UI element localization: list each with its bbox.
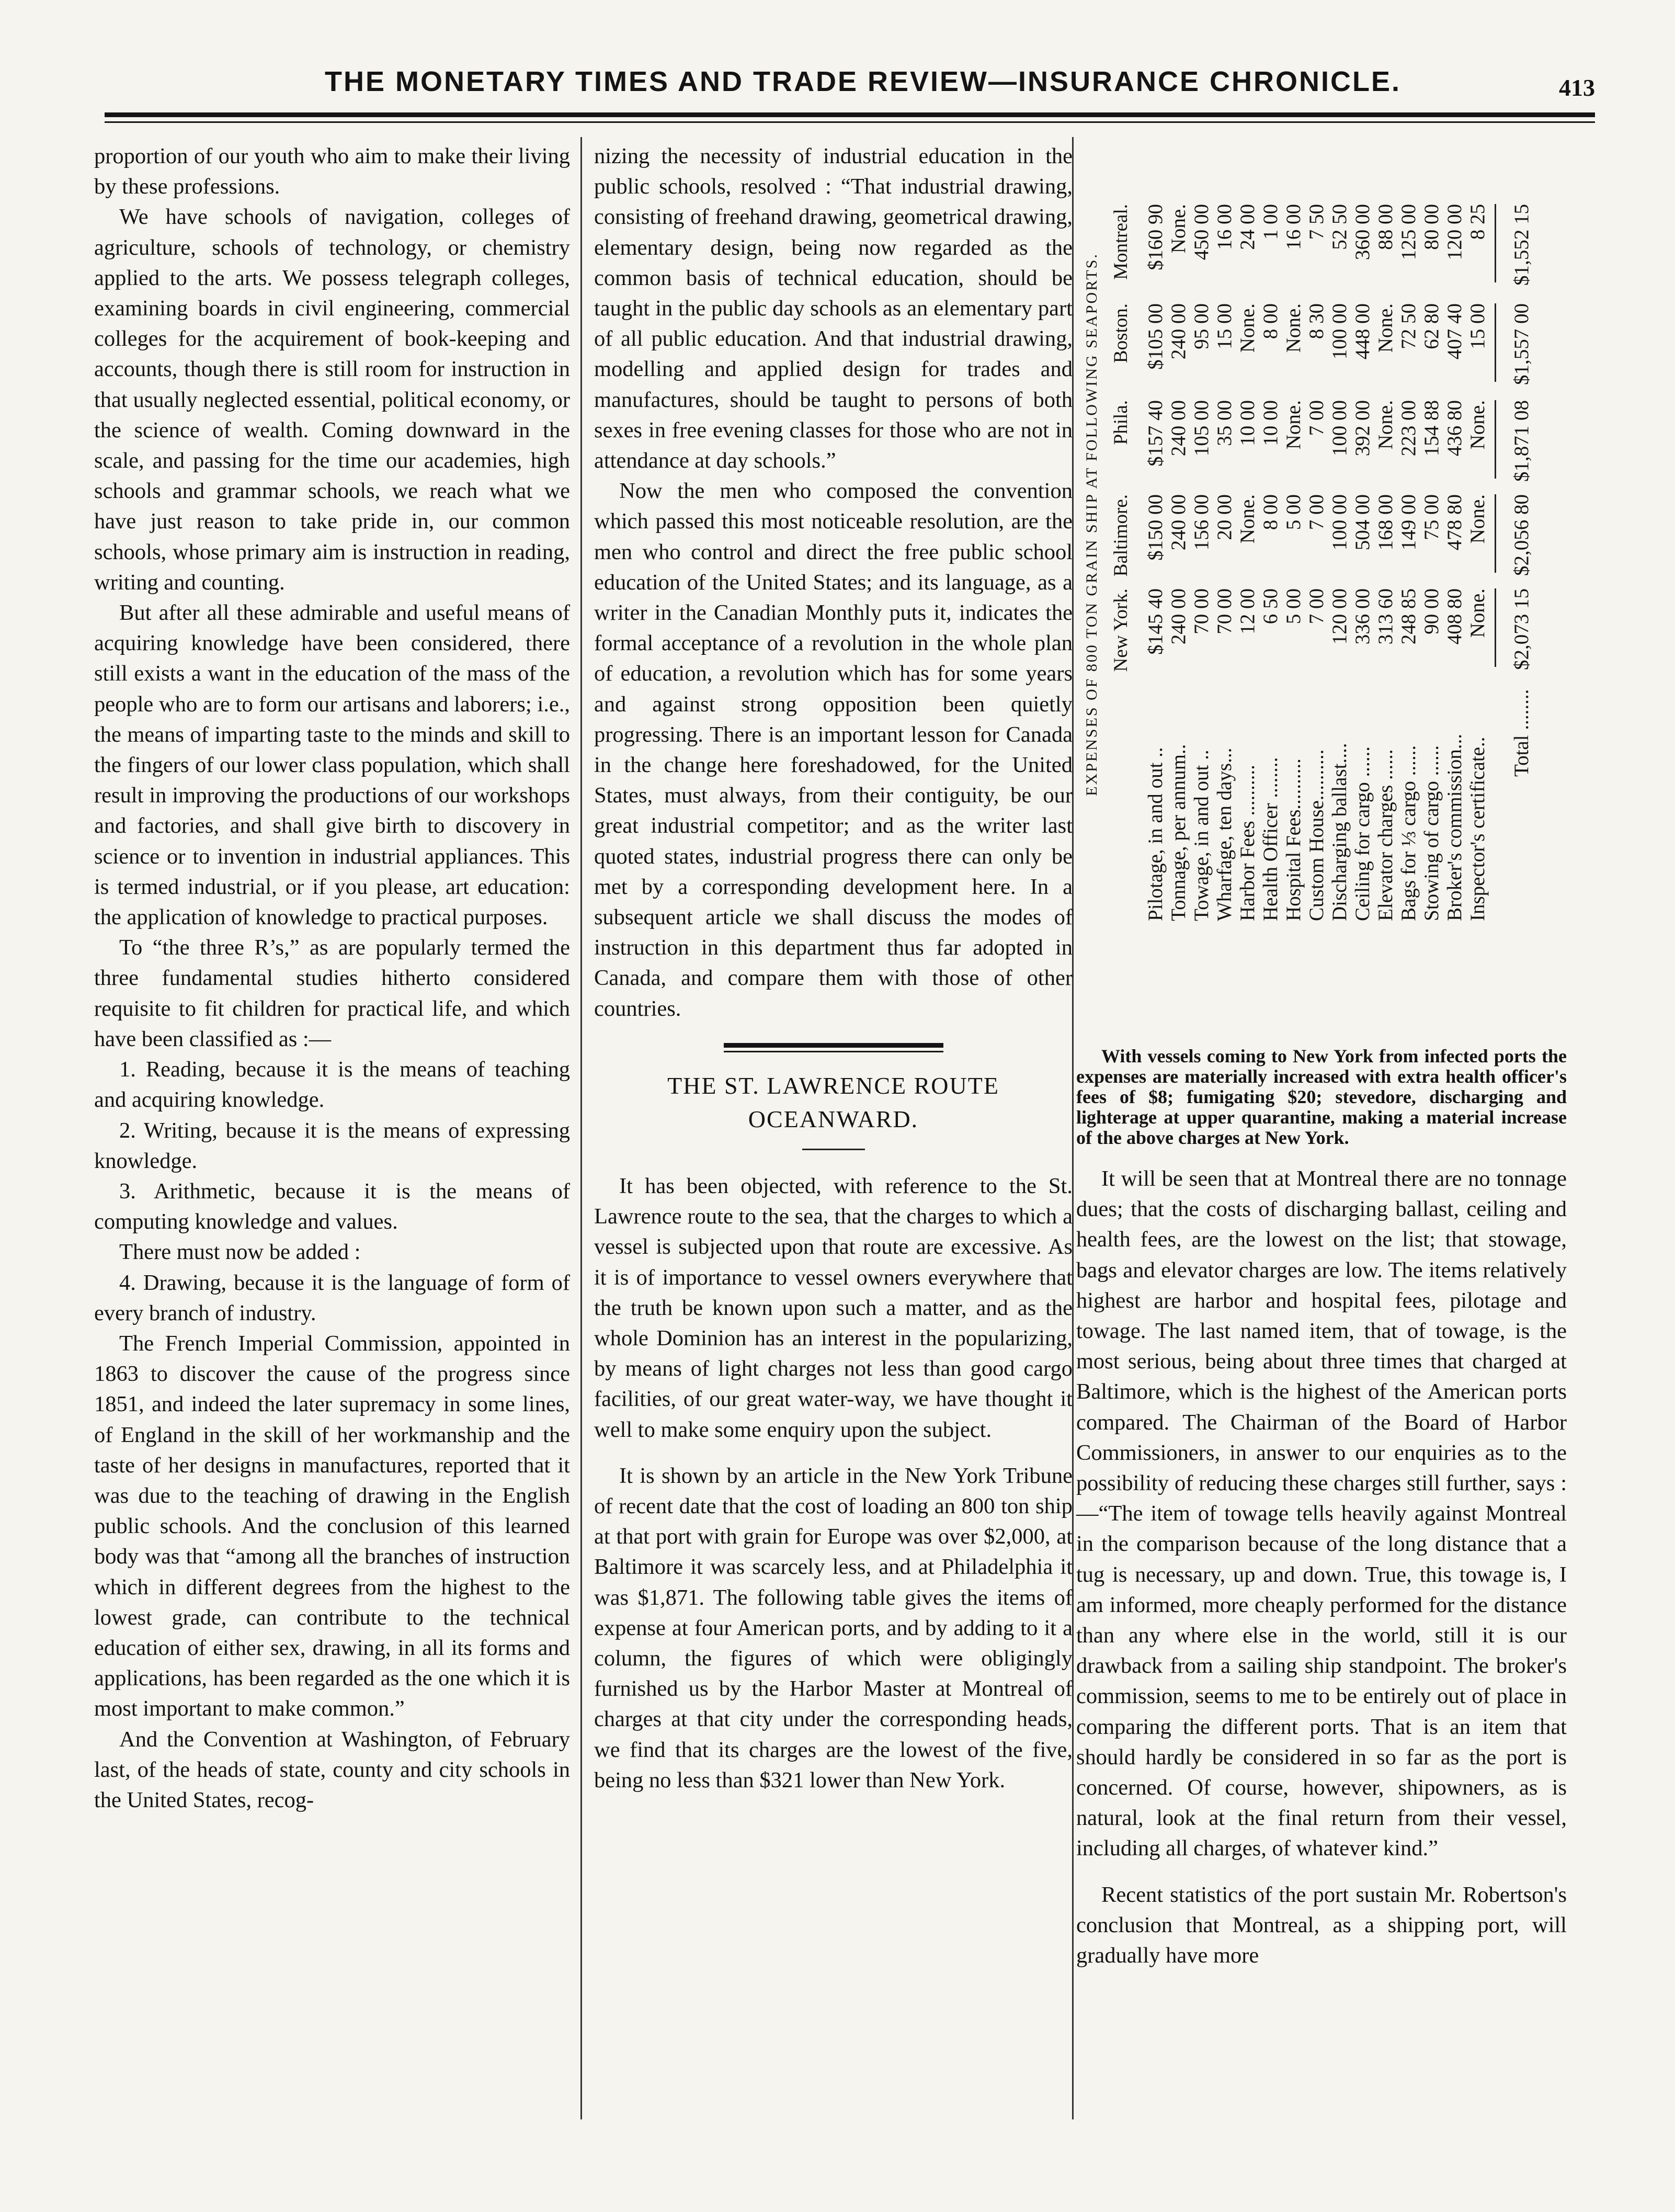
expenses-table: [1078, 126, 1570, 923]
header-rule-thick: [105, 112, 1595, 117]
total-rule: [1495, 400, 1496, 479]
table-cell: 90 00: [1420, 588, 1443, 634]
paragraph: It has been objected, with reference to the St. Lawrence route to the sea, that the charges to which a vessel is subjected upon that route are excessive. As it is of importance to vessel owners everywhere that the truth be known upon such a matter, and as the whole Dominion has an interest in the popularizing, by means of light charges not less than good cargo facilities, of our great water-way, we have thought it well to make some enquiry upon the subject.: [594, 1173, 1073, 1442]
total-rule: [1495, 204, 1496, 282]
table-cell: $105 00: [1144, 303, 1167, 370]
paragraph: And the Convention at Washington, of February last, of the heads of state, county and city schools in the United States, recog-: [94, 1727, 570, 1812]
total-cell: $2,073 15: [1510, 588, 1533, 670]
list-item: 4. Drawing, because it is the language of form of every branch of industry.: [94, 1270, 570, 1325]
table-cell: 408 80: [1443, 588, 1466, 645]
table-cell: $157 40: [1144, 400, 1167, 467]
table-cell: 168 00: [1374, 494, 1397, 551]
list-item: 2. Writing, because it is the means of expressing knowledge.: [94, 1118, 570, 1173]
table-cell: 8 25: [1466, 204, 1489, 240]
table-cell: 407 40: [1443, 303, 1466, 360]
table-cell: 10 00: [1259, 400, 1282, 446]
table-cell: 248 85: [1397, 588, 1420, 645]
paragraph: There must now be added :: [119, 1240, 361, 1265]
table-cell: 154 88: [1420, 400, 1443, 457]
row-label: Tonnage, per annum..: [1167, 744, 1190, 921]
total-cell: $1,871 08: [1510, 400, 1533, 482]
total-rule: [1495, 588, 1496, 667]
column-1: [94, 141, 570, 1816]
table-cell: 62 80: [1420, 303, 1443, 349]
table-cell: 16 00: [1213, 204, 1236, 250]
column-3: [1076, 1046, 1567, 1971]
paragraph: Now the men who composed the convention which passed this most noticeable resolution, are the men who control and direct the free public school education of the United States; and its language, as a writer in the Canadian Monthly puts it, indicates the formal acceptance of a revolution in the whole plan of education, a revolution which has for some years and against strong opposition been quietly progressing. There is an important lesson for Canada in the change here foreshadowed, for the United States, must always, from their contiguity, be our great industrial competitor; and as the writer last quoted states, industrial progress there can only be met by a corresponding development here. In a subsequent article we shall discuss the modes of instruction in this department thus far adopted in Canada, and compare them with those of other countries.: [594, 479, 1073, 1021]
list-item: 1. Reading, because it is the means of teaching and acquiring knowledge.: [94, 1057, 570, 1113]
table-cell: 10 00: [1236, 400, 1259, 446]
column-header: Montreal.: [1110, 204, 1132, 280]
paragraph: nizing the necessity of industrial education in the public schools, resolved : “That industrial drawing, consisting of freehand drawing, geometrical drawing, elementary design, being now regarded as the common basis of technical education, should be taught in the public day schools as an elementary part of all public education. And that industrial drawing, modelling and applied design for trades and manufactures, should be taught to persons of both sexes in free evening classes for those who are not in attendance at day schools.”: [594, 144, 1073, 473]
table-cell: None.: [1466, 494, 1489, 544]
expenses-table-rotated: [1078, 126, 1570, 923]
column-2: [594, 141, 1073, 1796]
table-cell: 360 00: [1351, 204, 1374, 260]
list-item: 3. Arithmetic, because it is the means of computing knowledge and values.: [94, 1178, 570, 1234]
section-divider: [724, 1043, 943, 1052]
paragraph: But after all these admirable and useful means of acquiring knowledge have been considered, there still exists a want in the education of the mass of the people who are to form our artisans and laborers; i.e., the means of imparting taste to the minds and skill to the fingers of our lower class population, which shall result in improving the productions of our workshops and factories, and shall give birth to discovery in science or to invention in industrial appliances. This is termed industrial, or if you please, art education: the application of knowledge to practical purposes.: [94, 600, 570, 930]
total-cell: $1,552 15: [1510, 204, 1533, 286]
column-header: Baltimore.: [1110, 494, 1132, 577]
table-caption: EXPENSES OF 800 TON GRAIN SHIP AT FOLLOWING SEAPORTS.: [1083, 253, 1100, 796]
row-label: Towage, in and out ..: [1190, 750, 1213, 921]
paragraph: We have schools of navigation, colleges of agriculture, schools of technology, or chemistry applied to the arts. We possess telegraph colleges, examining boards in civil engineering, commercial colleges for the acquirement of book-keeping and accounts, though there is still room for instruction in that usually neglected essential, political economy, or the science of wealth. Coming downward in the scale, and passing for the time our academies, high schools and grammar schools, we reach what we have just reason to take pride in, our common schools, whose primary aim is instruction in reading, writing and counting.: [94, 205, 570, 595]
column-header: Phila.: [1110, 400, 1132, 445]
paragraph: It will be seen that at Montreal there are no tonnage dues; that the costs of discharging ballast, ceiling and health fees, are the lowest on the list; that stowage, bags and elevator charges are low. The items relatively highest are harbor and hospital fees, pilotage and towage. The last named item, that of towage, is the most serious, being about three times that charged at Baltimore, which is the highest of the American ports compared. The Chairman of the Board of Harbor Commissioners, in answer to our enquiries as to the possibility of reducing these charges still further, says :—“The item of towage tells heavily against Montreal in the comparison because of the long distance that a tug is necessary, up and down. True, this towage is, I am informed, more cheaply performed for the distance than any where else in the world, still it is our drawback from a sailing ship standpoint. The broker's commission, seems to me to be entirely out of place in comparing the different ports. That is an item that should hardly be considered in so far as the port is concerned. Of course, however, shipowners, as is natural, look at the final return from their vessel, including all charges, of whatever kind.”: [1076, 1166, 1567, 1861]
column-header: Boston.: [1110, 303, 1132, 364]
table-cell: 120 00: [1443, 204, 1466, 260]
table-footnote: With vessels coming to New York from infected ports the expenses are materially increased with extra health officer's fees of $8; fumigating $20; stevedore, discharging and lighterage at upper quarantine, making a material increase of the above charges at New York.: [1076, 1046, 1567, 1148]
table-cell: None.: [1167, 204, 1190, 254]
page-header: [105, 60, 1595, 118]
table-cell: None.: [1282, 400, 1305, 450]
table-cell: 35 00: [1213, 400, 1236, 446]
table-cell: 336 00: [1351, 588, 1374, 645]
row-label: Elevator charges ......: [1374, 749, 1397, 921]
table-cell: 70 00: [1213, 588, 1236, 634]
table-cell: 15 00: [1466, 303, 1489, 349]
table-cell: 149 00: [1397, 494, 1420, 551]
total-cell: $2,056 80: [1510, 494, 1533, 576]
row-label: Ceiling for cargo ......: [1351, 746, 1374, 921]
table-cell: 156 00: [1190, 494, 1213, 551]
table-cell: 70 00: [1190, 588, 1213, 634]
table-cell: 448 00: [1351, 303, 1374, 360]
paragraph: It is shown by an article in the New York Tribune of recent date that the cost of loading an 800 ton ship at that port with grain for Europe was over $2,000, at Baltimore it was scarcely less, and at Philadelphia it was $1,871. The following table gives the items of expense at four American ports, and by adding to it a column, the figures of which were obligingly furnished us by the Harbor Master at Montreal of charges at that city under the corresponding heads, we find that its charges are the lowest of the five, being no less than $321 lower than New York.: [594, 1463, 1073, 1793]
table-cell: 16 00: [1282, 204, 1305, 250]
row-label: Pilotage, in and out ..: [1144, 747, 1167, 921]
table-cell: 240 00: [1167, 494, 1190, 551]
table-cell: 52 50: [1328, 204, 1351, 250]
table-cell: 100 00: [1328, 494, 1351, 551]
table-cell: 24 00: [1236, 204, 1259, 250]
table-cell: 105 00: [1190, 400, 1213, 457]
column-header: New York.: [1110, 588, 1132, 672]
table-cell: 72 50: [1397, 303, 1420, 349]
table-cell: 436 80: [1443, 400, 1466, 457]
table-cell: 223 00: [1397, 400, 1420, 457]
table-cell: 100 00: [1328, 303, 1351, 360]
table-cell: 240 00: [1167, 400, 1190, 457]
table-cell: 75 00: [1420, 494, 1443, 540]
table-cell: 88 00: [1374, 204, 1397, 250]
table-cell: 7 00: [1305, 494, 1328, 530]
table-cell: 6 50: [1259, 588, 1282, 625]
row-label: Discharging ballast....: [1328, 743, 1351, 921]
article-title-line: OCEANWARD.: [748, 1105, 919, 1132]
row-label: Hospital Fees..........: [1282, 758, 1305, 921]
column-divider-1: [580, 137, 582, 2119]
table-cell: $160 90: [1144, 204, 1167, 270]
table-cell: None.: [1374, 400, 1397, 450]
paragraph: To “the three R’s,” as are popularly termed the three fundamental studies hitherto considered requisite to fit children for practical life, and which have been classified as :—: [94, 935, 570, 1051]
table-cell: 313 60: [1374, 588, 1397, 645]
table-cell: 240 00: [1167, 588, 1190, 645]
table-cell: 95 00: [1190, 303, 1213, 349]
paragraph: The French Imperial Commission, appointed in 1863 to discover the cause of the progress since 1851, and indeed the later supremacy in some lines, of England in the skill of her workmanship and the taste of her designs in manufactures, reported that it was due to the teaching of drawing in the English public schools. And the conclusion of this learned body was that “among all the branches of instruction which in different degrees from the highest to the lowest grade, can contribute to the technical education of either sex, drawing, in all its forms and applications, has been regarded as the one which it is most important to make common.”: [94, 1331, 570, 1721]
table-cell: 125 00: [1397, 204, 1420, 260]
table-cell: None.: [1466, 400, 1489, 450]
table-cell: 100 00: [1328, 400, 1351, 457]
table-cell: None.: [1466, 588, 1489, 638]
header-rule-thin: [105, 121, 1595, 123]
table-cell: None.: [1374, 303, 1397, 353]
row-label: Health Officer ........: [1259, 757, 1282, 921]
paragraph: proportion of our youth who aim to make their living by these professions.: [94, 144, 570, 199]
table-cell: 450 00: [1190, 204, 1213, 260]
table-cell: None.: [1282, 303, 1305, 353]
page-number: 413: [1559, 74, 1595, 101]
row-label: Wharfage, ten days...: [1213, 747, 1236, 921]
table-cell: 5 00: [1282, 494, 1305, 530]
table-cell: 392 00: [1351, 400, 1374, 457]
table-cell: 8 00: [1259, 303, 1282, 339]
article-title-line: THE ST. LAWRENCE ROUTE: [667, 1072, 999, 1099]
table-cell: 7 00: [1305, 400, 1328, 436]
article-title: [594, 1069, 1073, 1136]
table-cell: 120 00: [1328, 588, 1351, 645]
table-cell: 15 00: [1213, 303, 1236, 349]
table-cell: None.: [1236, 303, 1259, 353]
row-label: Stowing of cargo ......: [1420, 745, 1443, 921]
table-cell: 20 00: [1213, 494, 1236, 540]
table-cell: 12 00: [1236, 588, 1259, 634]
total-rule: [1495, 494, 1496, 573]
paragraph: Recent statistics of the port sustain Mr. Robertson's conclusion that Montreal, as a shipping port, will gradually have more: [1076, 1882, 1567, 1968]
row-label: Broker's commission...: [1443, 733, 1466, 921]
row-label: Inspector's certificate..: [1466, 736, 1489, 921]
table-cell: 1 00: [1259, 204, 1282, 240]
table-cell: 7 50: [1305, 204, 1328, 240]
table-cell: 7 00: [1305, 588, 1328, 625]
row-label: Harbor Fees ..........: [1236, 765, 1259, 921]
table-cell: 8 30: [1305, 303, 1328, 339]
table-cell: $150 00: [1144, 494, 1167, 561]
table-cell: None.: [1236, 494, 1259, 544]
total-label: Total ........: [1510, 689, 1533, 777]
title-dash: [802, 1149, 865, 1150]
publication-title: THE MONETARY TIMES AND TRADE REVIEW—INSURANCE CHRONICLE.: [324, 66, 1401, 97]
table-cell: 240 00: [1167, 303, 1190, 360]
table-cell: 5 00: [1282, 588, 1305, 625]
total-rule: [1495, 303, 1496, 382]
row-label: Bags for ⅓ cargo ......: [1397, 745, 1420, 921]
row-label: Custom House..........: [1305, 749, 1328, 921]
total-cell: $1,557 00: [1510, 303, 1533, 385]
table-cell: 478 80: [1443, 494, 1466, 551]
table-cell: 8 00: [1259, 494, 1282, 530]
table-cell: 80 00: [1420, 204, 1443, 250]
table-cell: $145 40: [1144, 588, 1167, 655]
table-cell: 504 00: [1351, 494, 1374, 551]
